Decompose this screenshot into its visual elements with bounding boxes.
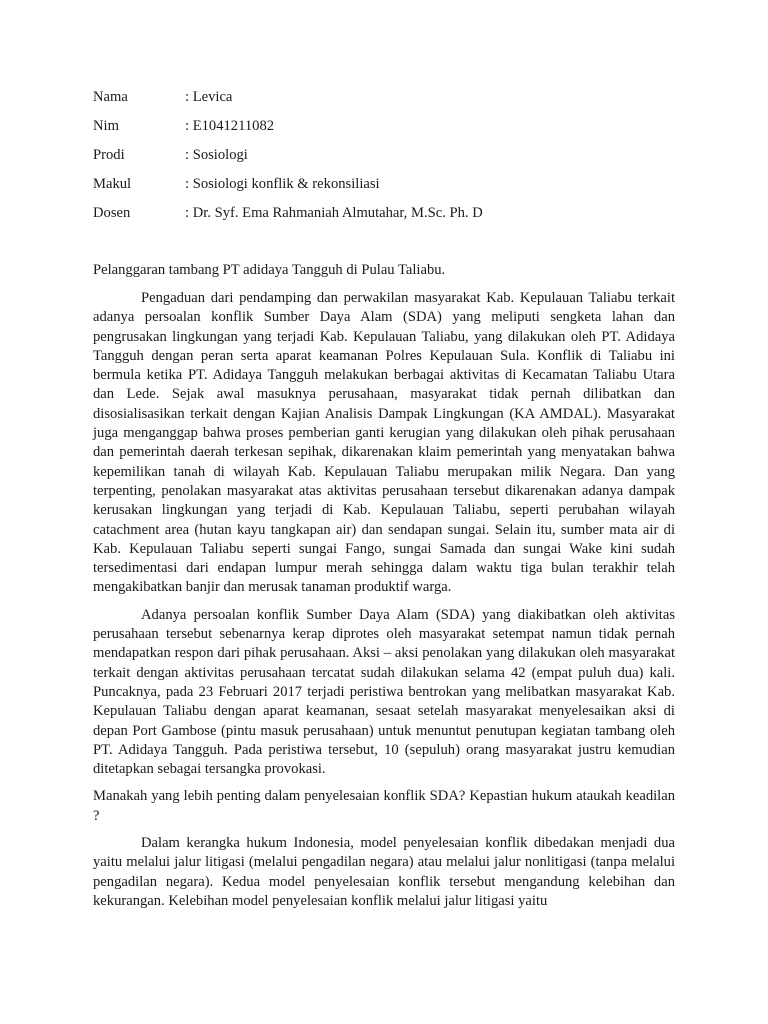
info-value: : Levica [185,89,233,105]
info-value: : E1041211082 [185,118,275,134]
info-value: : Sosiologi konflik & rekonsiliasi [185,176,380,192]
document-title: Pelanggaran tambang PT adidaya Tangguh di Pulau Taliabu. [93,262,446,278]
info-row-makul [93,173,693,202]
paragraph-3: Dalam kerangka hukum Indonesia, model penyelesaian konflik dibedakan menjadi dua yaitu melalui jalur litigasi (melalui pengadilan negara) atau melalui jalur nonlitigasi (tanpa melalui pengadilan negara). Kedua model penyelesaian konflik tersebut mengandung kelebihan dan kekurangan. Kelebihan model penyelesaian konflik melalui jalur litigasi yaitu [93,835,675,909]
info-row-nama [93,86,693,115]
info-value: : Sosiologi [185,147,248,163]
info-label: Makul [93,176,132,192]
paragraph-2: Adanya persoalan konflik Sumber Daya Alam (SDA) yang diakibatkan oleh aktivitas perusahaan tersebut sebenarnya kerap diprotes oleh masyarakat setempat namun tidak pernah mendapatkan respon dari pihak perusahaan. Aksi – aksi penolakan yang dilakukan oleh masyarakat terkait dengan aktivitas perusahaan tercatat sudah dilakukan selama 42 (empat puluh dua) kali. Puncaknya, pada 23 Februari 2017 terjadi peristiwa bentrokan yang melibatkan masyarakat Kab. Kepulauan Taliabu dengan aparat keamanan, sesaat setelah masyarakat menyelesaikan aksi di depan Port Gambose (pintu masuk perusahaan) untuk menuntut penutupan kegiatan tambang oleh PT. Adidaya Tangguh. Pada peristiwa tersebut, 10 (sepuluh) orang masyarakat justru kemudian ditetapkan sebagai tersangka provokasi. [93,606,675,778]
info-value: : Dr. Syf. Ema Rahmaniah Almutahar, M.Sc. Ph. D [185,205,483,221]
info-label: Prodi [93,147,125,163]
info-row-prodi [93,144,693,173]
info-row-nim [93,115,693,144]
info-label: Nama [93,89,128,105]
info-label: Nim [93,118,119,134]
document-body [93,259,675,919]
question-heading: Manakah yang lebih penting dalam penyelesaian konflik SDA? Kepastian hukum ataukah keadilan ? [93,788,675,824]
student-info [93,86,693,231]
paragraph-1: Pengaduan dari pendamping dan perwakilan masyarakat Kab. Kepulauan Taliabu terkait adanya persoalan konflik Sumber Daya Alam (SDA) yang meliputi sengketa lahan dan pengrusakan lingkungan yang terjadi Kab. Kepulauan Taliabu, yang dilakukan oleh PT. Adidaya Tangguh dengan peran serta aparat keamanan Polres Kepulauan Sula. Konflik di Taliabu ini bermula ketika PT. Adidaya Tangguh melakukan berbagai aktivitas di Kecamatan Taliabu Utara dan Lede. Sejak awal masuknya perusahaan, masyarakat tidak pernah dilibatkan dan disosialisasikan terkait dengan Kajian Analisis Dampak Lingkungan (KA AMDAL). Masyarakat juga menganggap bahwa proses pemberian ganti kerugian yang dilakukan oleh pihak perusahaan dan pemerintah daerah terkesan sepihak, dikarenakan klaim pemerintah yang menyatakan bahwa kepemilikan tanah di wilayah Kab. Kepulauan Taliabu merupakan milik Negara. Dan yang terpenting, penolakan masyarakat atas aktivitas perusahaan tersebut dikarenakan adanya dampak kerusakan lingkungan yang terjadi di Kab. Kepulauan Taliabu, seperti perubahan wilayah catachment area (hutan kayu tangkapan air) dan sendapan sungai. Selain itu, sumber mata air di Kab. Kepulauan Taliabu seperti sungai Fango, sungai Samada dan sungai Wake kini sudah tersedimentasi dari endapan lumpur merah sehingga dalam waktu tiga bulan terakhir telah mengakibatkan banjir dan merusak tanaman produktif warga. [93,290,675,596]
info-label: Dosen [93,205,131,221]
info-row-dosen [93,202,693,231]
